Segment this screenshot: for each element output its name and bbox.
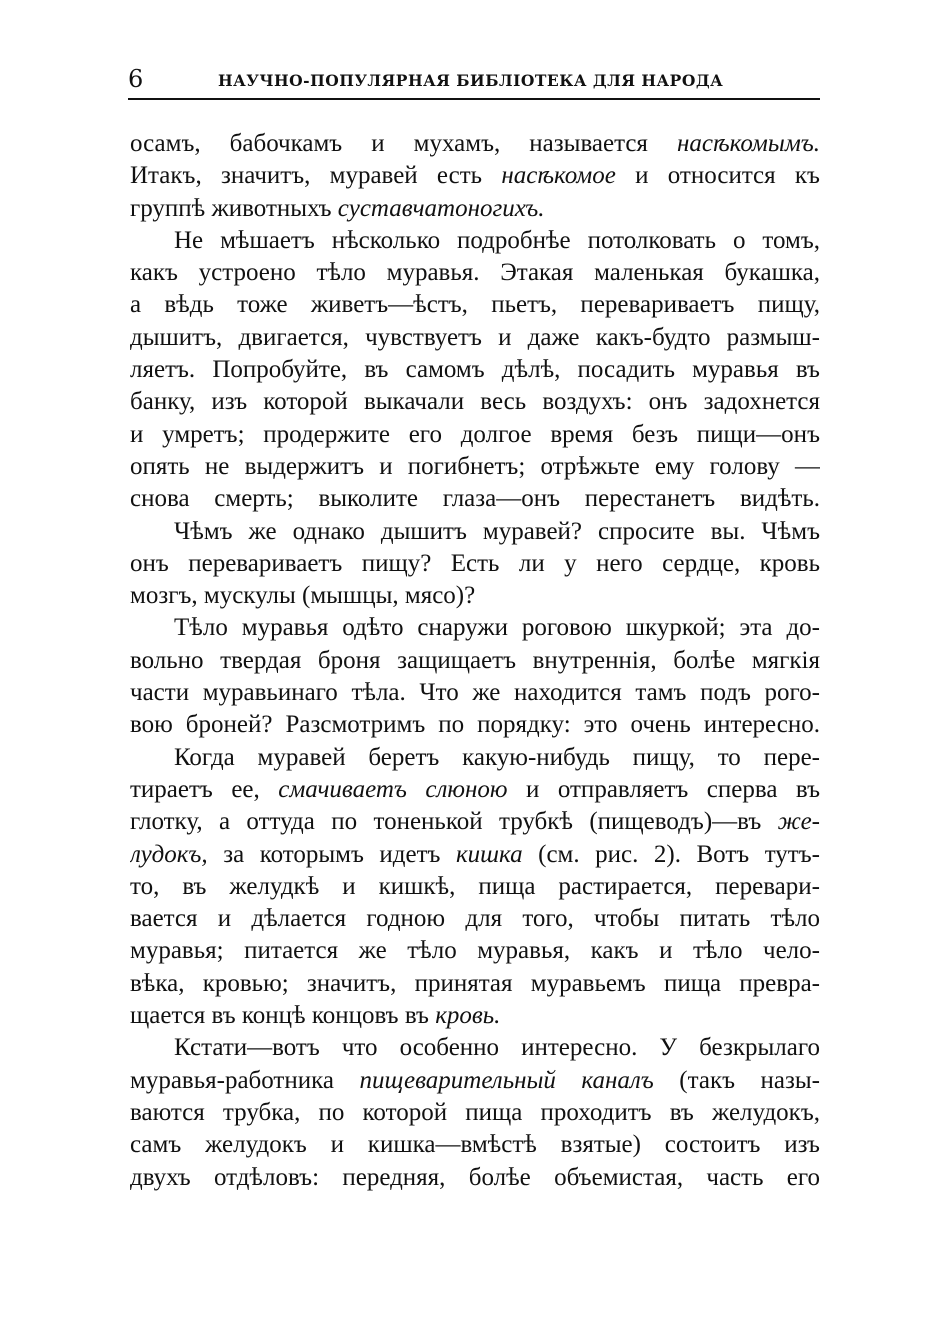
text-line: части муравьинаго тѣла. Что же находится тамъ подъ рого- bbox=[130, 679, 820, 707]
text-line: глотку, а оттуда по тоненькой трубкѣ (пищеводъ)—въ же- bbox=[130, 808, 820, 836]
text-line: самъ желудокъ и кишка—вмѣстѣ взятые) состоитъ изъ bbox=[130, 1131, 820, 1159]
text-line: Тѣло муравья одѣто снаружи роговою шкуркой; эта до- bbox=[174, 614, 820, 642]
text-line: ляетъ. Попробуйте, въ самомъ дѣлѣ, посадить муравья въ bbox=[130, 356, 820, 384]
text-line: какъ устроено тѣло муравья. Этакая маленькая букашка, bbox=[130, 259, 820, 287]
text-line: опять не выдержитъ и погибнетъ; отрѣжьте ему голову — bbox=[130, 452, 820, 480]
text-line: дышитъ, двигается, чувствуетъ и даже какъ-будто размыш- bbox=[130, 323, 820, 351]
running-title: НАУЧНО-ПОПУЛЯРНАЯ БИБЛІОТЕКА ДЛЯ НАРОДА bbox=[218, 71, 724, 90]
text-line: вою броней? Разсмотримъ по порядку: это очень интересно. bbox=[130, 711, 820, 739]
body-text bbox=[130, 128, 820, 1194]
text-line: то, въ желудкѣ и кишкѣ, пища растирается, перевари- bbox=[130, 872, 820, 900]
text-line: тираетъ ее, смачиваетъ слюною и отправляетъ сперва въ bbox=[130, 775, 820, 803]
text-line: двухъ отдѣловъ: передняя, болѣе объемистая, часть его bbox=[130, 1163, 820, 1191]
text-line: а вѣдь тоже живетъ—ѣстъ, пьетъ, перевариваетъ пищу, bbox=[130, 291, 820, 319]
text-line: муравья-работника пищеварительный каналъ (такъ назы- bbox=[130, 1066, 820, 1094]
page-number: 6 bbox=[128, 65, 144, 93]
text-line: вольно твердая броня защищаетъ внутреннія, болѣе мягкія bbox=[130, 646, 820, 674]
text-line: Чѣмъ же однако дышитъ муравей? спросите вы. Чѣмъ bbox=[174, 517, 820, 545]
text-line: Не мѣшаетъ нѣсколько подробнѣе потолковать о томъ, bbox=[174, 226, 820, 254]
text-line: Кстати—вотъ что особенно интересно. У безкрылаго bbox=[174, 1034, 820, 1062]
text-line: вается и дѣлается годною для того, чтобы питать тѣло bbox=[130, 905, 820, 933]
text-line: и умретъ; продержите его долгое время безъ пищи—онъ bbox=[130, 420, 820, 448]
text-line: группѣ животныхъ суставчатоногихъ. bbox=[130, 194, 545, 222]
text-line: осамъ, бабочкамъ и мухамъ, называется насѣкомымъ. bbox=[130, 130, 820, 157]
text-line: ваются трубка, по которой пища проходитъ въ желудокъ, bbox=[130, 1098, 820, 1126]
text-line: Когда муравей беретъ какую-нибудь пищу, то пере- bbox=[174, 743, 820, 771]
header-rule bbox=[128, 98, 820, 100]
text-line: Итакъ, значитъ, муравей есть насѣкомое и относится къ bbox=[130, 162, 820, 190]
text-line: лудокъ, за которымъ идетъ кишка (см. рис. 2). Вотъ тутъ- bbox=[130, 840, 820, 868]
text-line: онъ перевариваетъ пищу? Есть ли у него сердце, кровь bbox=[130, 549, 820, 577]
text-line: снова смерть; выколите глаза—онъ перестанетъ видѣть. bbox=[130, 485, 820, 513]
text-line: муравья; питается же тѣло муравья, какъ и тѣло чело- bbox=[130, 937, 820, 965]
text-line: мозгъ, мускулы (мышцы, мясо)? bbox=[130, 582, 476, 610]
text-line: вѣка, кровью; значитъ, принятая муравьемъ пища превра- bbox=[130, 969, 820, 997]
text-line: банку, изъ которой выкачали весь воздухъ: онъ задохнется bbox=[130, 388, 820, 416]
text-line: щается въ концѣ концовъ въ кровь. bbox=[130, 1002, 501, 1030]
